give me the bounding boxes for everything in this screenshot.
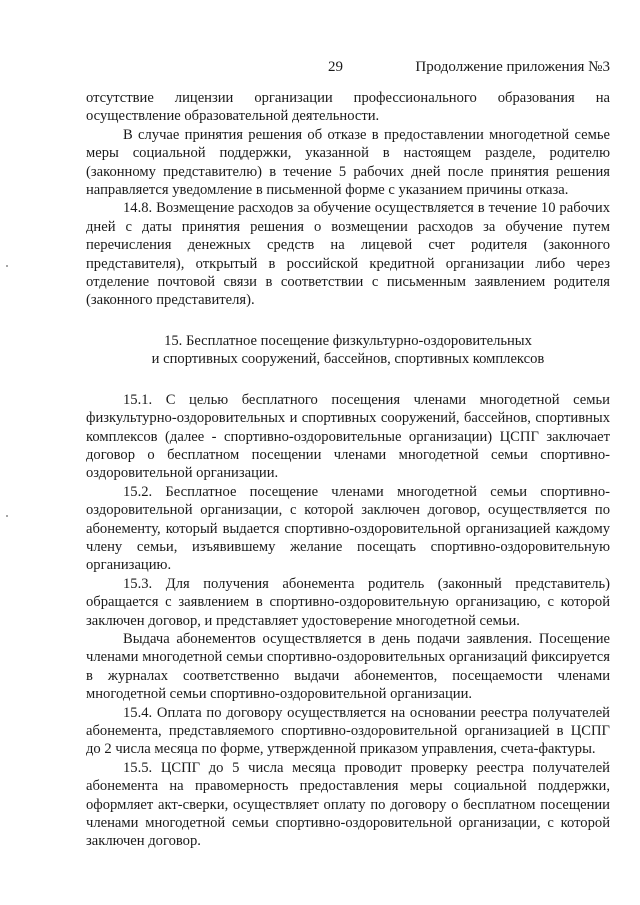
section-heading-line: и спортивных сооружений, бассейнов, спортивных комплексов <box>151 351 545 368</box>
paragraph: В случае принятия решения об отказе в предоставлении многодетной семье меры социальной поддержки, указанной в настоящем разделе, родителю (законному представителю) в течение 5 рабочих дней после принятия решения направляется уведомление в письменной форме с указанием причины отказа. <box>86 126 610 199</box>
section-heading <box>86 332 610 369</box>
section-heading-line: 15. Бесплатное посещение физкультурно-оздоровительных <box>164 332 532 349</box>
appendix-continuation: Продолжение приложения №3 <box>415 59 610 75</box>
paragraph: 15.5. ЦСПГ до 5 числа месяца проводит проверку реестра получателей абонемента на правомерность предоставления меры социальной поддержки, оформляет акт-сверки, осуществляет оплату по договору о бесплатном посещении членами многодетной семьи спортивно-оздоровительной организации, с которой заключен договор. <box>86 759 610 850</box>
paragraph: 14.8. Возмещение расходов за обучение осуществляется в течение 10 рабочих дней с даты принятия решения о возмещении расходов за обучение путем перечисления денежных средств на лицевой счет родителя (законного представителя), открытый в российской кредитной организации либо через отделение почтовой связи в соответствии с письменным заявлением родителя (законного представителя). <box>86 200 610 309</box>
page-number: 29 <box>328 59 343 75</box>
paragraph: Выдача абонементов осуществляется в день подачи заявления. Посещение членами многодетной семьи спортивно-оздоровительных организаций фиксируется в журналах соответственно выдачи абонементов, посещаемости членами многодетной семьи спортивно-оздоровительной организации. <box>86 630 610 703</box>
document-body <box>86 89 610 851</box>
paragraph: отсутствие лицензии организации профессионального образования на осуществление образовательной деятельности. <box>86 90 610 125</box>
paragraph: 15.3. Для получения абонемента родитель (законный представитель) обращается с заявлением в спортивно-оздоровительную организацию, с которой заключен договор, и представляет удостоверение многодетной семьи. <box>86 575 610 629</box>
paragraph: 15.4. Оплата по договору осуществляется на основании реестра получателей абонемента, представляемого спортивно-оздоровительной организацией в ЦСПГ до 2 числа месяца по форме, утвержденной приказом управления, счета-фактуры. <box>86 704 610 758</box>
scan-margin-mark <box>6 515 8 517</box>
paragraph: 15.2. Бесплатное посещение членами многодетной семьи спортивно-оздоровительной организации, с которой заключен договор, осуществляется по абонементу, который выдается спортивно-оздоровительной организацией каждому члену семьи, изъявившему желание посещать спортивно-оздоровительную организацию. <box>86 483 610 574</box>
page-header <box>86 59 610 81</box>
scan-margin-mark <box>6 265 8 267</box>
paragraph: 15.1. С целью бесплатного посещения членами многодетной семьи физкультурно-оздоровительных и спортивных сооружений, бассейнов, спортивных комплексов (далее - спортивно-оздоровительные организации) ЦСПГ заключает договор о бесплатном посещении членами многодетной семьи спортивно-оздоровительной организации. <box>86 391 610 482</box>
